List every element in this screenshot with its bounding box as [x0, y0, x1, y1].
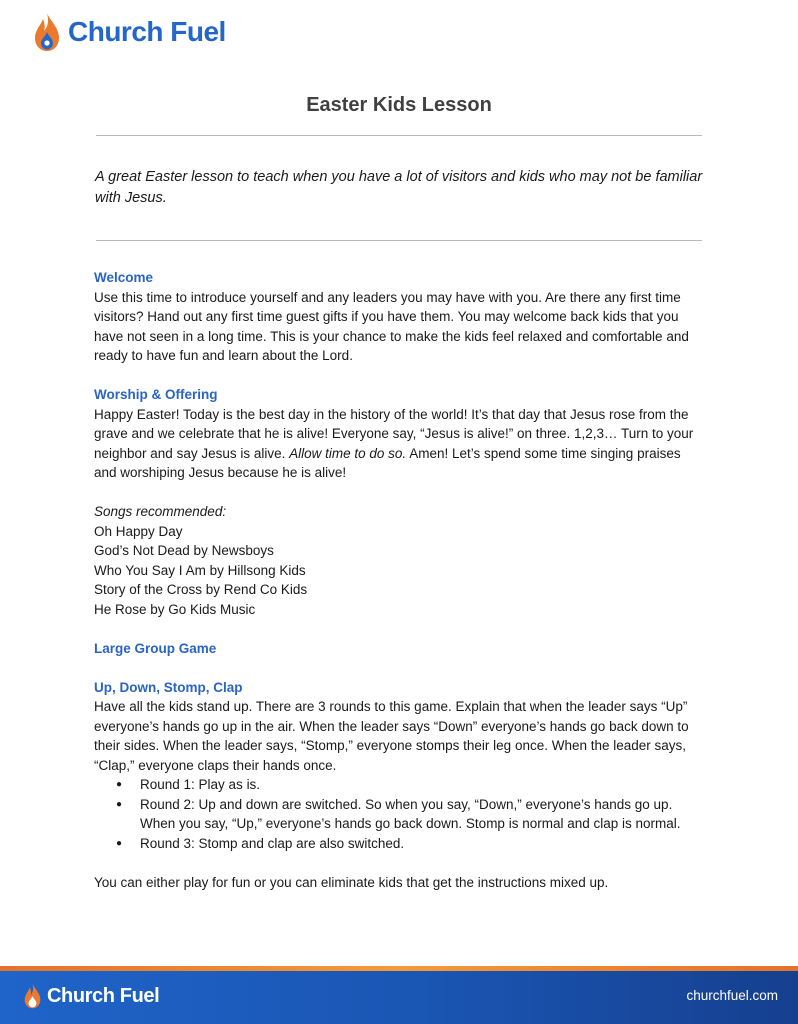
footer-logo	[24, 983, 159, 1009]
page-title: Easter Kids Lesson	[306, 94, 492, 116]
worship-body-italic: Allow time to do so.	[289, 445, 407, 461]
song-item: Who You Say I Am by Hillsong Kids	[94, 562, 306, 578]
song-item: God’s Not Dead by Newsboys	[94, 543, 274, 558]
header-logo	[34, 12, 226, 52]
footer-accent-stripe	[0, 966, 798, 971]
footer-bar	[0, 966, 798, 1024]
intro-text: A great Easter lesson to teach when you have a lot of visitors and kids who may not be familiar with Jesus.	[95, 169, 703, 206]
round-item: ● Round 2: Up and down are switched. So when you say, “Down,” everyone’s hands go up. When you say, “Up,” everyone’s hands go back down. Stomp is normal and clap is normal.	[140, 795, 706, 834]
brand-name: Church Fuel	[68, 16, 226, 47]
worship-body-end: Amen! Let’s spend some time singing praises and worshiping Jesus because he is alive!	[94, 445, 681, 480]
songs-label: Songs recommended:	[94, 504, 227, 519]
divider-bottom	[96, 240, 702, 241]
round-item: ● Round 1: Play as is.	[140, 775, 706, 795]
song-item: He Rose by Go Kids Music	[94, 601, 256, 617]
welcome-body: Use this time to introduce yourself and any leaders you may have with you. Are there any first time visitors? Hand out any first time guest gifts if you have them. You may welcome back kids that you have not seen in a long time. This is your chance to make the kids feel relaxed and comfortable and ready to have fun and learn about the Lord.	[94, 289, 689, 363]
lesson-content	[94, 268, 706, 892]
song-item: Story of the Cross by Rend Co Kids	[94, 582, 308, 597]
flame-logo-icon	[24, 983, 41, 1009]
game-body: Have all the kids stand up. There are 3 rounds to this game. Explain that when the leader says “Up” everyone’s hands go up in the air. When the leader says “Down” everyone’s hands go back down to their sides. When the leader says, “Stomp,” everyone stomps their leg once. When the leader says, “Clap,” everyone claps their hands once.	[94, 699, 689, 773]
large-group-game-heading: Large Group Game	[94, 640, 217, 656]
song-item: Oh Happy Day	[94, 523, 183, 539]
rounds-list	[94, 775, 706, 853]
divider-top	[96, 135, 702, 136]
worship-heading: Worship & Offering	[94, 387, 218, 402]
round-item: ● Round 3: Stomp and clap are also switched.	[140, 834, 706, 854]
game-closing: You can either play for fun or you can eliminate kids that get the instructions mixed up.	[94, 874, 609, 890]
worship-body	[94, 405, 706, 483]
flame-logo-icon	[34, 12, 60, 52]
footer-url[interactable]: churchfuel.com	[686, 988, 778, 1003]
worship-body-start: Happy Easter! Today is the best day in the history of the world! It’s that day that Jesus rose from the grave and we celebrate that he is alive! Everyone say, “Jesus is alive!” on three. 1,2,3… Turn to your neighbor and say Jesus is alive.	[94, 406, 694, 461]
footer-brand-name: Church Fuel	[47, 984, 160, 1007]
game-heading: Up, Down, Stomp, Clap	[94, 679, 243, 695]
welcome-heading: Welcome	[94, 270, 154, 285]
